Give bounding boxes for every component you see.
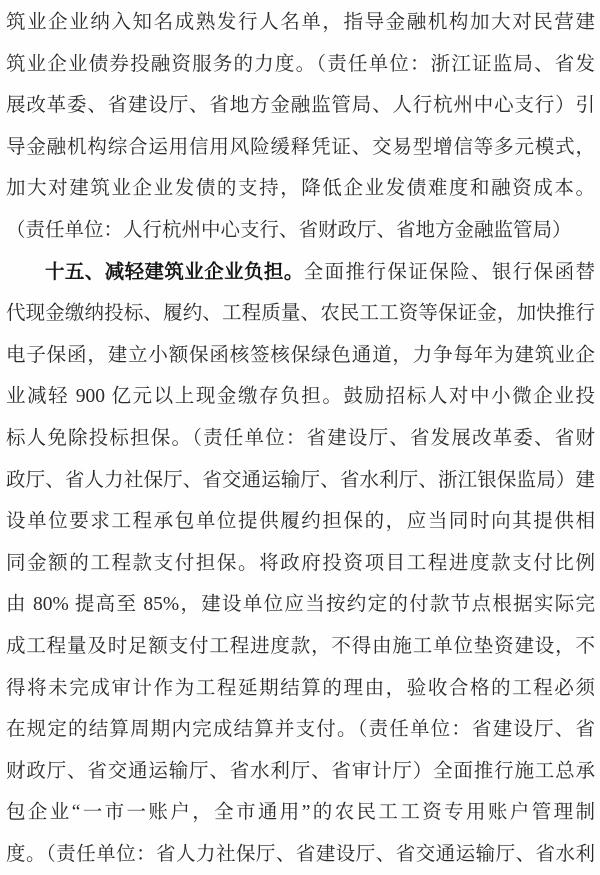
text-line: 度。（责任单位：省人力社保厅、省建设厅、省交通运输厅、省水利: [6, 843, 595, 865]
paragraph-section-15: [6, 252, 595, 875]
paragraph-financing: [6, 2, 595, 252]
text-line: 得将未完成审计作为工程延期结算的理由，验收合格的工程必须: [6, 677, 595, 699]
text-line: 加大对建筑业企业发债的支持，降低企业发债难度和融资成本。: [6, 178, 595, 200]
text-line: 标人免除投标担保。（责任单位：省建设厅、省发展改革委、省财: [6, 427, 595, 449]
text-line: 展改革委、省建设厅、省地方金融监管局、人行杭州中心支行）引: [6, 95, 595, 117]
text-line: 政厅、省人力社保厅、省交通运输厅、省水利厅、浙江银保监局）建: [6, 469, 595, 491]
text-line: 同金额的工程款支付担保。将政府投资项目工程进度款支付比例: [6, 552, 595, 574]
text-line: 代现金缴纳投标、履约、工程质量、农民工工资等保证金，加快推行: [6, 303, 595, 325]
text-line: 设单位要求工程承包单位提供履约担保的，应当同时向其提供相: [6, 511, 595, 533]
text-line: 在规定的结算周期内完成结算并支付。（责任单位：省建设厅、省: [6, 719, 595, 741]
text-run: 全面推行保证保险、银行保函替: [303, 261, 595, 283]
text-line: 成工程量及时足额支付工程进度款，不得由施工单位垫资建设，不: [6, 635, 595, 657]
text-line: 筑业企业债券投融资服务的力度。（责任单位：浙江证监局、省发: [6, 53, 595, 75]
text-line: 导金融机构综合运用信用风险缓释凭证、交易型增信等多元模式，: [6, 136, 595, 158]
text-line: 筑业企业纳入知名成熟发行人名单，指导金融机构加大对民营建: [6, 12, 595, 33]
text-line: 由 80% 提高至 85%，建设单位应当按约定的付款节点根据实际完: [6, 594, 595, 616]
text-line: 包企业“一市一账户，全市通用”的农民工工资专用账户管理制: [6, 802, 595, 824]
text-line: 业减轻 900 亿元以上现金缴存负担。鼓励招标人对中小微企业投: [6, 386, 595, 408]
text-line: [6, 252, 595, 294]
text-line: 财政厅、省交通运输厅、省水利厅、省审计厅）全面推行施工总承: [6, 760, 595, 782]
section-heading: 十五、减轻建筑业企业负担。: [45, 260, 304, 283]
text-line: （责任单位：人行杭州中心支行、省财政厅、省地方金融监管局）: [6, 219, 572, 241]
text-line: 电子保函，建立小额保函核签核保绿色通道，力争每年为建筑业企: [6, 344, 595, 366]
